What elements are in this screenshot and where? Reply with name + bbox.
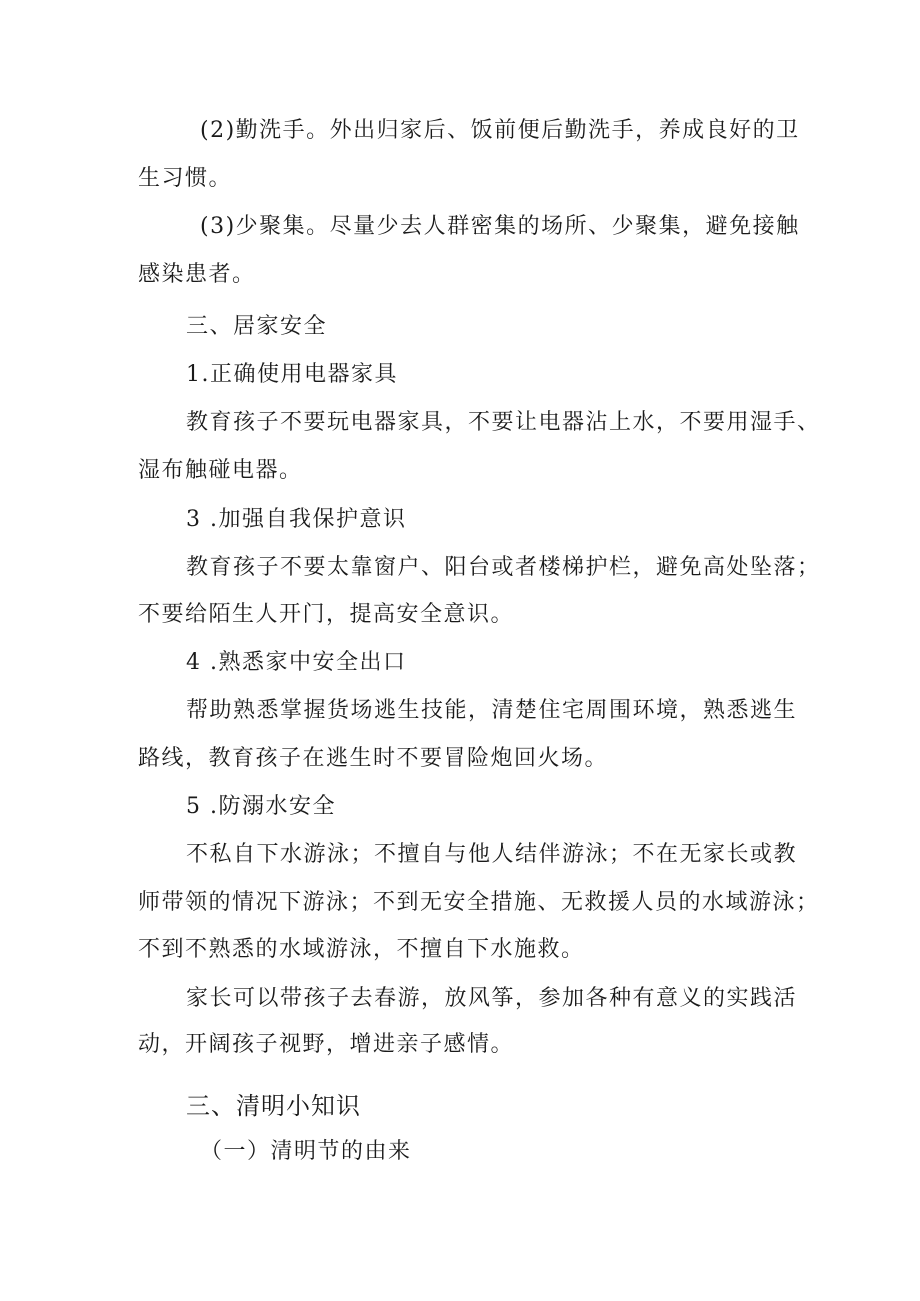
section-heading: 三、居家安全 [186, 314, 328, 339]
section-heading: 三、清明小知识 [186, 1092, 361, 1120]
paragraph-line: 教育孩子不要太靠窗户、阳台或者楼梯护栏，避免高处坠落； [186, 555, 821, 580]
paragraph-line: 不私自下水游泳；不擅自与他人结伴游泳；不在无家长或教 [186, 842, 798, 867]
paragraph-line: 不到不熟悉的水域游泳，不擅自下水施救。 [138, 937, 585, 962]
paragraph-line: 湿布触碰电器。 [138, 458, 303, 483]
paragraph-line: 不要给陌生人开门，提高安全意识。 [138, 602, 515, 627]
paragraph-line: (3)少聚集。尽量少去人群密集的场所、少聚集，避免接触 [200, 214, 800, 239]
paragraph-line: 感染患者。 [138, 262, 256, 287]
paragraph-line: 生习惯。 [138, 166, 233, 191]
paragraph-line: 家长可以带孩子去春游，放风筝，参加各种有意义的实践活 [186, 986, 798, 1011]
subsection-heading: 3 .加强自我保护意识 [186, 507, 407, 532]
paragraph-line: 教育孩子不要玩电器家具，不要让电器沾上水，不要用湿手、 [186, 410, 821, 435]
subsection-heading: 1.正确使用电器家具 [186, 362, 398, 387]
subsection-heading: 5 .防溺水安全 [186, 794, 336, 819]
subsection-heading: 4 .熟悉家中安全出口 [186, 650, 407, 675]
paragraph-line: 师带领的情况下游泳；不到无安全措施、无救援人员的水域游泳； [138, 890, 820, 915]
paragraph-line: 路线，教育孩子在逃生时不要冒险炮回火场。 [138, 746, 609, 771]
paragraph-line: (2)勤洗手。外出归家后、饭前便后勤洗手，养成良好的卫 [200, 118, 800, 143]
paragraph-line: 动，开阔孩子视野，增进亲子感情。 [138, 1032, 515, 1057]
paragraph-line: 帮助熟悉掌握货场逃生技能，清楚住宅周围环境，熟悉逃生 [186, 698, 798, 723]
subsection-heading: （一）清明节的由来 [200, 1139, 412, 1164]
